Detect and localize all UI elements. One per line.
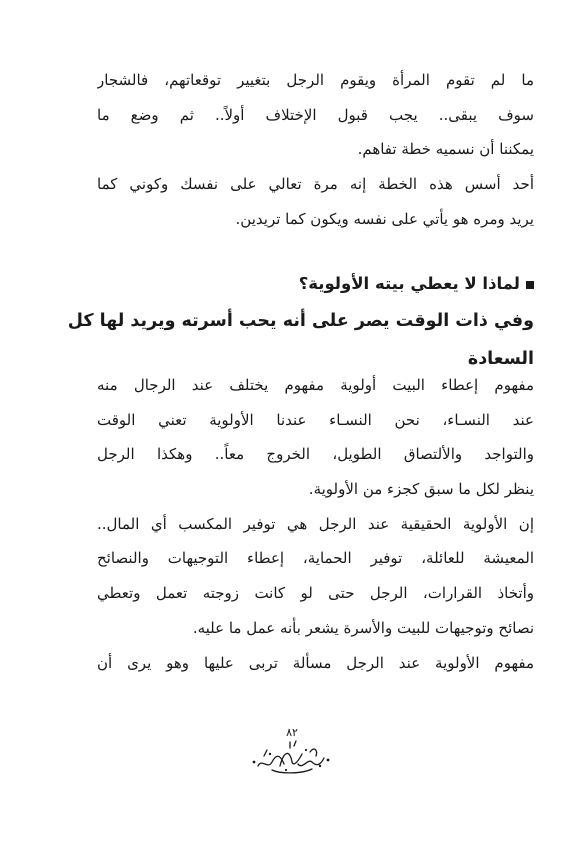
section-header: [67, 266, 534, 378]
section-question-text: لماذا لا يعطي بيته الأولوية؟: [298, 274, 520, 293]
page-number: ٨٢: [286, 726, 298, 739]
section-question-heading: [97, 266, 534, 302]
section-subtitle-line: وفي ذات الوقت يصر على أنه يحب أسرته ويريد لها كل: [67, 311, 534, 331]
paragraph-line: عند النسـاء، نحن النسـاء عندنا الأولوية تعني الوقت: [97, 410, 534, 429]
page-footer: [250, 726, 334, 776]
paragraph-line: أحد أسس هذه الخطة إنه مرة تعالي على نفسك وكوني كما: [97, 175, 534, 194]
paragraph-line: نصائح وتوجيهات للبيت والأسرة يشعر بأنه عمل ما عليه.: [192, 618, 534, 637]
paragraph-line: المعيشة للعائلة، توفير الحماية، إعطاء التوجيهات والنصائح: [97, 549, 534, 568]
paragraph-line: يريد ومره هو يأتي على نفسه ويكون كما تريدين.: [235, 209, 534, 228]
paragraph-line: والتواجد والألتصاق الطويل، الخروج معاً.. وهكذا الرجل: [97, 445, 534, 464]
paragraph-line: وأتخاذ القرارات، الرجل حتى لو كانت زوجته تعمل وتعطي: [97, 584, 534, 603]
section-subtitle-line: السعادة: [467, 349, 534, 369]
paragraph-line: مفهوم إعطاء البيت أولوية مفهوم يختلف عند الرجال منه: [97, 376, 534, 394]
paragraph-line: سوف يبقى.. يجب قبول الإختلاف أولاً.. ثم وضع ما: [97, 105, 534, 124]
paragraph-line: ما لم تقوم المرأة ويقوم الرجل بتغيير توقعاتهم، فالشجار: [97, 71, 534, 89]
paragraph-line: يمكننا أن نسميه خطة تفاهم.: [357, 140, 534, 159]
top-paragraphs: [97, 63, 534, 236]
paragraph-line: ينظر لكل ما سبق كجزء من الأولوية.: [308, 480, 534, 499]
bottom-paragraphs: [97, 368, 534, 680]
book-title-ornament-icon: [250, 736, 334, 776]
square-bullet-icon: [526, 281, 534, 289]
paragraph-line: مفهوم الأولوية عند الرجل مسألة تربى عليها وهو يرى أن: [97, 653, 534, 672]
paragraph-line: إن الأولوية الحقيقية عند الرجل هي توفير المكسب أي المال..: [97, 514, 534, 533]
